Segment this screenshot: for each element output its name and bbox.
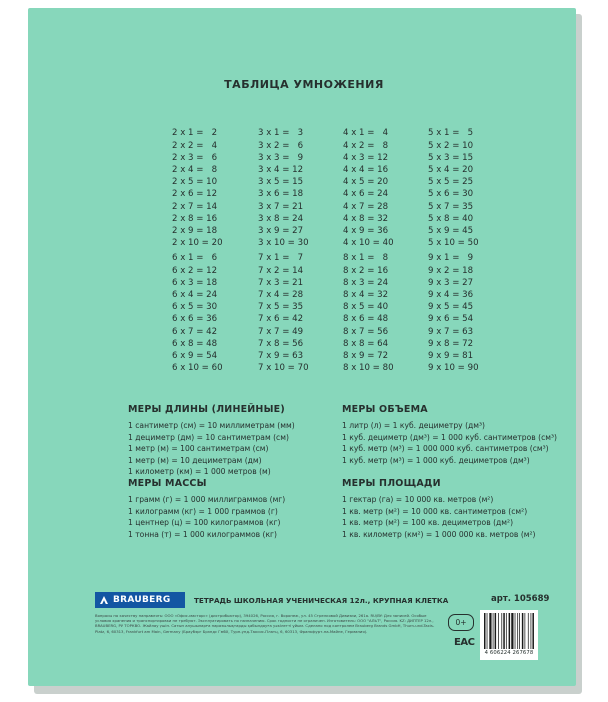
barcode [480, 610, 538, 660]
area-title: МЕРЫ ПЛОЩАДИ [342, 478, 441, 489]
list-item: 1 грамм (г) = 1 000 миллиграммов (мг) [128, 495, 286, 504]
mass-list [128, 494, 285, 540]
mult-block-7: 7 x 1 = 7 7 x 2 = 14 7 x 3 = 21 7 x 4 = 28 7 x 5 = 35 7 x 6 = 42 7 x 7 = 49 7 x 8 = 56 7 x 9 = 63 7 x 10 = 70 [258, 253, 309, 374]
list-item: 1 куб. метр (м³) = 1 000 куб. дециметров (дм³) [342, 455, 530, 465]
mult-block-2: 2 x 1 = 2 2 x 2 = 4 2 x 3 = 6 2 x 4 = 8 2 x 5 = 10 2 x 6 = 12 2 x 7 = 14 2 x 8 = 16 2 x 9 = 18 2 x 10 = 20 [172, 128, 223, 249]
barcode-bar [503, 613, 505, 649]
barcode-bars [484, 613, 534, 649]
length-title: МЕРЫ ДЛИНЫ (ЛИНЕЙНЫЕ) [128, 404, 285, 415]
brand-logo [95, 592, 185, 608]
list-item: 1 литр (л) = 1 куб. дециметру (дм³) [342, 421, 486, 430]
legal-text: Вопросы по качеству направлять: ООО «Офис-масторс» (дистрибьютор), 394026, Россия, г. Воронеж, ул. 45 Стрелковой Дивизии, 261а. RU/BY: Для записей. Особые условия хранения и транспортировки не требуют. Эксплуатировать по назначению. Срок годности не ограничен. Изготовитель: ООО "АЛЬТ", Россия. KZ: ДИПТЕР 12л., BRAUBERG, РУ ТОРКВО. Жайлау үшін. Сатып алушыларға наразылықтарды қабылдауға уәкілетті ұйым. Сделано под контролем Brauberg Brands GmbH, Thurn-und-Taxis-Platz, 6, 60313, Frankfurt am Main, Germany (Браубэрг Брэндс ГмбХ, Турн-унд-Таксис-Платц, 6, 60313, Франкфурт-на-Майне, Германия). [95, 613, 435, 634]
mult-block-3: 3 x 1 = 3 3 x 2 = 6 3 x 3 = 9 3 x 4 = 12 3 x 5 = 15 3 x 6 = 18 3 x 7 = 21 3 x 8 = 24 3 x 9 = 27 3 x 10 = 30 [258, 128, 309, 249]
brand-name: BRAUBERG [113, 595, 171, 605]
length-list [128, 420, 295, 478]
barcode-bar [511, 613, 513, 649]
list-item: 1 метр (м) = 100 сантиметрам (см) [128, 444, 269, 454]
barcode-bar [517, 613, 518, 649]
article-number: арт. 105689 [491, 594, 550, 604]
barcode-bar [487, 613, 488, 649]
list-item: 1 килограмм (кг) = 1 000 граммов (г) [128, 506, 278, 516]
brand-logo-icon [99, 595, 109, 605]
product-title: ТЕТРАДЬ ШКОЛЬНАЯ УЧЕНИЧЕСКАЯ 12л., КРУПНАЯ КЛЕТКА [194, 596, 449, 605]
barcode-bar [506, 613, 507, 649]
barcode-bar [515, 613, 516, 649]
barcode-bar [498, 613, 499, 649]
barcode-bar [501, 613, 502, 649]
multiplication-title: ТАБЛИЦА УМНОЖЕНИЯ [224, 78, 384, 91]
mult-block-8: 8 x 1 = 8 8 x 2 = 16 8 x 3 = 24 8 x 4 = 32 8 x 5 = 40 8 x 6 = 48 8 x 7 = 56 8 x 8 = 64 8 x 9 = 72 8 x 10 = 80 [343, 253, 394, 374]
area-list [342, 494, 536, 540]
list-item: 1 центнер (ц) = 100 килограммов (кг) [128, 518, 281, 528]
barcode-bar [525, 613, 526, 649]
eac-mark: EAC [454, 637, 475, 648]
list-item: 1 гектар (га) = 10 000 кв. метров (м²) [342, 495, 494, 504]
barcode-number: 4 606224 267678 [484, 650, 534, 656]
list-item: 1 километр (км) = 1 000 метров (м) [128, 467, 271, 477]
mult-block-5: 5 x 1 = 5 5 x 2 = 10 5 x 3 = 15 5 x 4 = 20 5 x 5 = 25 5 x 6 = 30 5 x 7 = 35 5 x 8 = 40 5 x 9 = 45 5 x 10 = 50 [428, 128, 479, 249]
barcode-bar [522, 613, 524, 649]
list-item: 1 тонна (т) = 1 000 килограммов (кг) [128, 529, 277, 539]
barcode-bar [493, 613, 494, 649]
barcode-bar [519, 613, 520, 649]
mass-title: МЕРЫ МАССЫ [128, 478, 207, 489]
volume-list [342, 420, 557, 466]
list-item: 1 куб. метр (м³) = 1 000 000 куб. сантиметров (см³) [342, 444, 549, 454]
list-item: 1 куб. дециметр (дм³) = 1 000 куб. сантиметров (см³) [342, 432, 558, 442]
list-item: 1 кв. метр (м²) = 100 кв. дециметров (дм²) [342, 518, 514, 528]
list-item: 1 сантиметр (см) = 10 миллиметрам (мм) [128, 421, 295, 430]
barcode-bar [489, 613, 491, 649]
barcode-bar [495, 613, 497, 649]
age-rating-badge: 0+ [448, 614, 474, 631]
list-item: 1 кв. километр (км²) = 1 000 000 кв. метров (м²) [342, 529, 536, 539]
list-item: 1 кв. метр (м²) = 10 000 кв. сантиметров (см²) [342, 506, 528, 516]
barcode-bar [532, 613, 534, 649]
mult-block-6: 6 x 1 = 6 6 x 2 = 12 6 x 3 = 18 6 x 4 = 24 6 x 5 = 30 6 x 6 = 36 6 x 7 = 42 6 x 8 = 48 6 x 9 = 54 6 x 10 = 60 [172, 253, 223, 374]
barcode-bar [531, 613, 532, 649]
list-item: 1 дециметр (дм) = 10 сантиметрам (см) [128, 432, 289, 442]
mult-block-4: 4 x 1 = 4 4 x 2 = 8 4 x 3 = 12 4 x 4 = 16 4 x 5 = 20 4 x 6 = 24 4 x 7 = 28 4 x 8 = 32 4 x 9 = 36 4 x 10 = 40 [343, 128, 394, 249]
barcode-bar [528, 613, 529, 649]
volume-title: МЕРЫ ОБЪЕМА [342, 404, 428, 415]
barcode-bar [509, 613, 511, 649]
mult-block-9: 9 x 1 = 9 9 x 2 = 18 9 x 3 = 27 9 x 4 = 36 9 x 5 = 45 9 x 6 = 54 9 x 7 = 63 9 x 8 = 72 9 x 9 = 81 9 x 10 = 90 [428, 253, 479, 374]
barcode-bar [484, 613, 486, 649]
list-item: 1 метр (м) = 10 дециметрам (дм) [128, 455, 262, 465]
